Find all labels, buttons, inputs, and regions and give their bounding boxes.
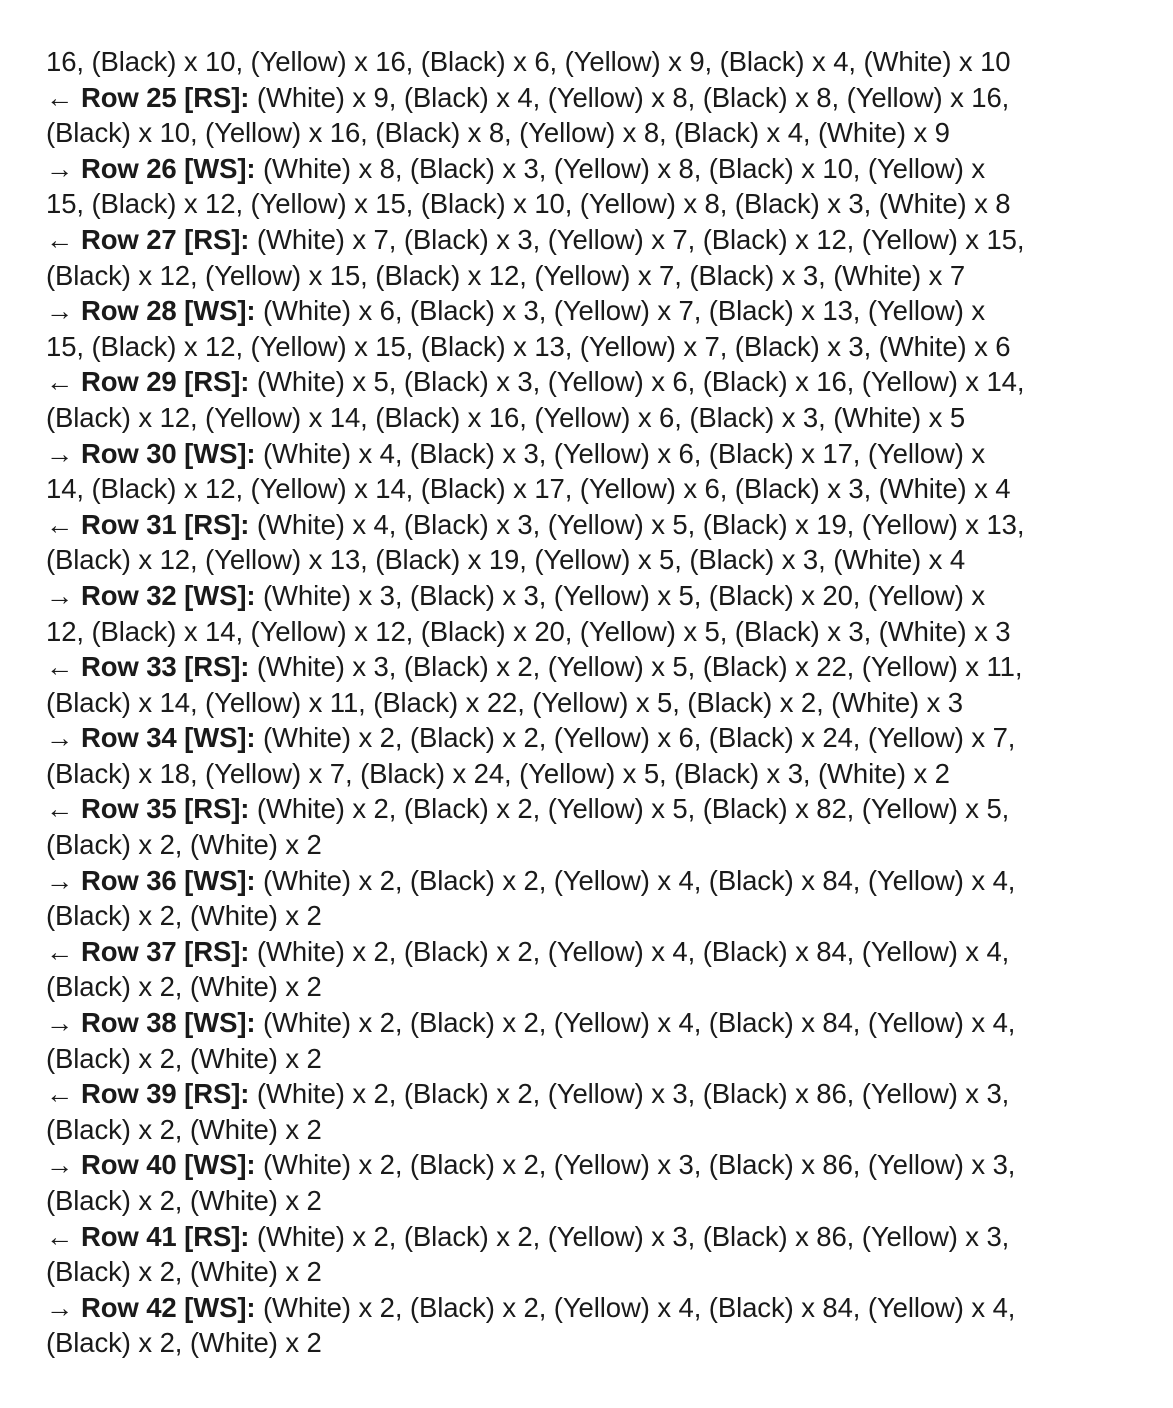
row-instruction-line <box>46 507 1133 543</box>
row-label: Row 27 [RS]: <box>80 223 250 255</box>
row-instruction-line <box>46 471 1133 507</box>
arrow-right-icon: → <box>46 1149 74 1181</box>
row-instruction-text: (White) x 3, (Black) x 2, (Yellow) x 5, (Black) x 22, (Yellow) x 11, <box>256 651 1023 683</box>
row-instruction-text: (Black) x 12, (Yellow) x 13, (Black) x 19, (Yellow) x 5, (Black) x 3, (White) x 4 <box>46 544 966 576</box>
row-instruction-line <box>46 80 1133 116</box>
row-label: Row 37 [RS]: <box>80 935 250 967</box>
arrow-right-icon: → <box>46 1291 74 1323</box>
row-instruction-text: (Black) x 2, (White) x 2 <box>46 900 322 932</box>
row-instruction-line <box>46 222 1133 258</box>
row-instruction-line <box>46 1325 1133 1361</box>
row-instruction-text: (White) x 2, (Black) x 2, (Yellow) x 4, (Black) x 84, (Yellow) x 4, <box>256 935 1010 967</box>
row-instruction-line <box>46 863 1133 899</box>
row-instruction-text: (Black) x 2, (White) x 2 <box>46 1256 322 1288</box>
arrow-left-icon: ← <box>46 651 74 683</box>
row-instruction-line <box>46 756 1133 792</box>
row-instruction-text: (Black) x 14, (Yellow) x 11, (Black) x 22, (Yellow) x 5, (Black) x 2, (White) x 3 <box>46 686 963 718</box>
row-instruction-line <box>46 1041 1133 1077</box>
row-instruction-line <box>46 151 1133 187</box>
row-instruction-text: (White) x 6, (Black) x 3, (Yellow) x 7, (Black) x 13, (Yellow) x <box>263 295 986 327</box>
row-instruction-line <box>46 1112 1133 1148</box>
row-instruction-text: (Black) x 18, (Yellow) x 7, (Black) x 24, (Yellow) x 5, (Black) x 3, (White) x 2 <box>46 757 950 789</box>
arrow-left-icon: ← <box>46 81 74 113</box>
row-instruction-line <box>46 969 1133 1005</box>
arrow-left-icon: ← <box>46 508 74 540</box>
row-instruction-text: 15, (Black) x 12, (Yellow) x 15, (Black) x 13, (Yellow) x 7, (Black) x 3, (White) x 6 <box>46 330 1011 362</box>
arrow-right-icon: → <box>46 437 74 469</box>
arrow-right-icon: → <box>46 152 74 184</box>
row-instruction-line <box>46 1290 1133 1326</box>
row-instruction-line <box>46 578 1133 614</box>
row-label: Row 36 [WS]: <box>80 864 256 896</box>
row-instruction-line <box>46 329 1133 365</box>
row-label: Row 29 [RS]: <box>80 366 250 398</box>
arrow-right-icon: → <box>46 1007 74 1039</box>
row-instruction-text: (White) x 3, (Black) x 3, (Yellow) x 5, (Black) x 20, (Yellow) x <box>263 579 986 611</box>
row-instruction-text: (White) x 2, (Black) x 2, (Yellow) x 3, (Black) x 86, (Yellow) x 3, <box>263 1149 1016 1181</box>
row-label: Row 35 [RS]: <box>80 793 250 825</box>
row-instruction-line <box>46 542 1133 578</box>
row-instruction-text: 15, (Black) x 12, (Yellow) x 15, (Black) x 10, (Yellow) x 8, (Black) x 3, (White) x 8 <box>46 188 1011 220</box>
row-list <box>46 80 1133 1361</box>
row-label: Row 39 [RS]: <box>80 1078 250 1110</box>
row-instruction-line <box>46 400 1133 436</box>
row-instruction-text: (White) x 9, (Black) x 4, (Yellow) x 8, (Black) x 8, (Yellow) x 16, <box>256 81 1010 113</box>
row-label: Row 34 [WS]: <box>80 722 256 754</box>
row-instruction-text: (Black) x 2, (White) x 2 <box>46 829 322 861</box>
row-label: Row 32 [WS]: <box>80 579 256 611</box>
row-instruction-line <box>46 934 1133 970</box>
continuation-line <box>46 44 1133 80</box>
row-instruction-text: (Black) x 12, (Yellow) x 15, (Black) x 12, (Yellow) x 7, (Black) x 3, (White) x 7 <box>46 259 966 291</box>
row-instruction-line <box>46 649 1133 685</box>
row-instruction-text: 12, (Black) x 14, (Yellow) x 12, (Black) x 20, (Yellow) x 5, (Black) x 3, (White) x 3 <box>46 615 1011 647</box>
arrow-right-icon: → <box>46 864 74 896</box>
arrow-right-icon: → <box>46 295 74 327</box>
arrow-right-icon: → <box>46 579 74 611</box>
row-instruction-line <box>46 1183 1133 1219</box>
row-instruction-text: (Black) x 2, (White) x 2 <box>46 1042 322 1074</box>
row-instruction-line <box>46 258 1133 294</box>
row-label: Row 38 [WS]: <box>80 1007 256 1039</box>
row-instruction-text: (White) x 8, (Black) x 3, (Yellow) x 8, (Black) x 10, (Yellow) x <box>263 152 986 184</box>
row-instruction-text: (Black) x 2, (White) x 2 <box>46 1113 322 1145</box>
row-instruction-text: (Black) x 2, (White) x 2 <box>46 1185 322 1216</box>
row-instruction-text: (White) x 2, (Black) x 2, (Yellow) x 4, (Black) x 84, (Yellow) x 4, <box>263 1007 1016 1039</box>
arrow-left-icon: ← <box>46 1078 74 1110</box>
row-label: Row 40 [WS]: <box>80 1149 256 1181</box>
row-label: Row 42 [WS]: <box>80 1291 256 1323</box>
row-instruction-text: (Black) x 2, (White) x 2 <box>46 1327 322 1359</box>
row-instruction-text: (White) x 2, (Black) x 2, (Yellow) x 6, (Black) x 24, (Yellow) x 7, <box>263 722 1016 754</box>
row-instruction-text: (White) x 7, (Black) x 3, (Yellow) x 7, (Black) x 12, (Yellow) x 15, <box>256 223 1025 255</box>
row-label: Row 26 [WS]: <box>80 152 256 184</box>
row-instruction-line <box>46 1147 1133 1183</box>
arrow-right-icon: → <box>46 722 74 754</box>
row-instruction-line <box>46 1254 1133 1290</box>
row-instruction-line <box>46 1076 1133 1112</box>
row-label: Row 25 [RS]: <box>80 81 250 113</box>
row-instruction-line <box>46 614 1133 650</box>
row-label: Row 33 [RS]: <box>80 651 250 683</box>
continuation-text: 16, (Black) x 10, (Yellow) x 16, (Black) x 6, (Yellow) x 9, (Black) x 4, (White) x 10 <box>46 46 1011 77</box>
row-instruction-line <box>46 898 1133 934</box>
row-instruction-line <box>46 791 1133 827</box>
row-instruction-text: 14, (Black) x 12, (Yellow) x 14, (Black) x 17, (Yellow) x 6, (Black) x 3, (White) x 4 <box>46 473 1011 505</box>
row-instruction-text: (Black) x 12, (Yellow) x 14, (Black) x 16, (Yellow) x 6, (Black) x 3, (White) x 5 <box>46 401 966 433</box>
arrow-left-icon: ← <box>46 223 74 255</box>
row-instruction-line <box>46 115 1133 151</box>
row-instruction-text: (White) x 4, (Black) x 3, (Yellow) x 6, (Black) x 17, (Yellow) x <box>263 437 986 469</box>
row-instruction-line <box>46 293 1133 329</box>
row-instruction-line <box>46 436 1133 472</box>
arrow-left-icon: ← <box>46 366 74 398</box>
row-instruction-line <box>46 1219 1133 1255</box>
row-instruction-text: (White) x 4, (Black) x 3, (Yellow) x 5, (Black) x 19, (Yellow) x 13, <box>256 508 1025 540</box>
row-instruction-text: (White) x 2, (Black) x 2, (Yellow) x 4, (Black) x 84, (Yellow) x 4, <box>263 864 1016 896</box>
row-label: Row 28 [WS]: <box>80 295 256 327</box>
row-instruction-text: (Black) x 2, (White) x 2 <box>46 971 322 1003</box>
row-instruction-text: (White) x 2, (Black) x 2, (Yellow) x 3, (Black) x 86, (Yellow) x 3, <box>256 1078 1010 1110</box>
row-instruction-line <box>46 720 1133 756</box>
row-instruction-line <box>46 364 1133 400</box>
row-label: Row 41 [RS]: <box>80 1220 250 1252</box>
row-instruction-text: (White) x 5, (Black) x 3, (Yellow) x 6, (Black) x 16, (Yellow) x 14, <box>256 366 1025 398</box>
row-label: Row 30 [WS]: <box>80 437 256 469</box>
row-instruction-text: (White) x 2, (Black) x 2, (Yellow) x 4, (Black) x 84, (Yellow) x 4, <box>263 1291 1016 1323</box>
row-instruction-text: (White) x 2, (Black) x 2, (Yellow) x 5, (Black) x 82, (Yellow) x 5, <box>256 793 1010 825</box>
arrow-left-icon: ← <box>46 1220 74 1252</box>
row-label: Row 31 [RS]: <box>80 508 250 540</box>
row-instruction-line <box>46 186 1133 222</box>
row-instruction-text: (Black) x 10, (Yellow) x 16, (Black) x 8, (Yellow) x 8, (Black) x 4, (White) x 9 <box>46 117 950 149</box>
arrow-left-icon: ← <box>46 793 74 825</box>
arrow-left-icon: ← <box>46 935 74 967</box>
row-instruction-line <box>46 827 1133 863</box>
row-instruction-line <box>46 1005 1133 1041</box>
row-instruction-line <box>46 685 1133 721</box>
row-instruction-text: (White) x 2, (Black) x 2, (Yellow) x 3, (Black) x 86, (Yellow) x 3, <box>256 1220 1010 1252</box>
